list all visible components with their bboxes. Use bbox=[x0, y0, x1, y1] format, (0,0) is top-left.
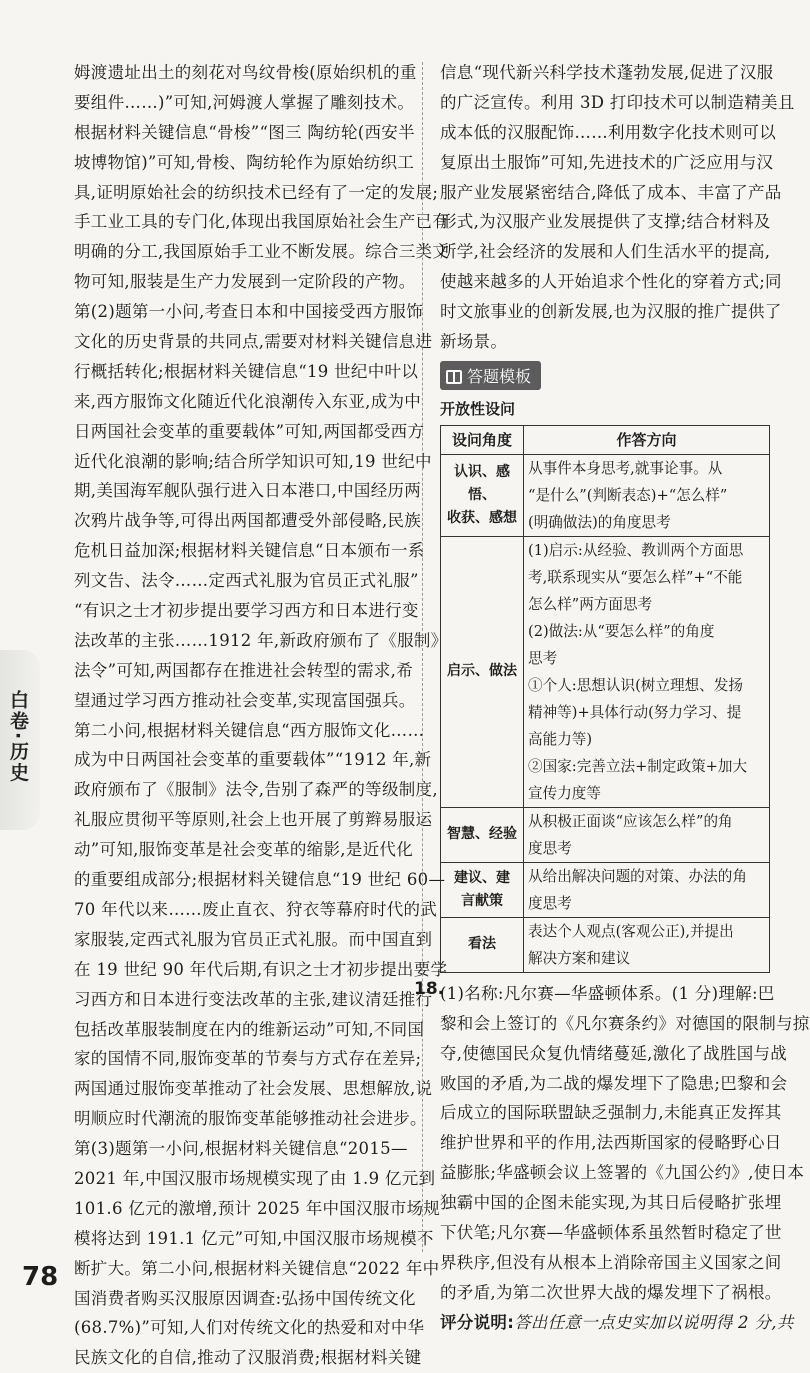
direction-text: 表达个人观点(客观公正),并提出 bbox=[528, 922, 734, 940]
text-line: 家服装,定西式礼服为官员正式礼服。而中国直到 bbox=[74, 929, 433, 949]
text-line: 第二小问,根据材料关键信息“西方服饰文化…… bbox=[74, 720, 425, 740]
template-subheading: 开放性设问 bbox=[440, 399, 516, 418]
text-line: 复原出土服饰”可知,先进技术的广泛应用与汉 bbox=[440, 152, 774, 172]
text-line: 国消费者购买汉服原因调查:弘扬中国传统文化 bbox=[74, 1288, 416, 1308]
angle-text: 收获、感想 bbox=[447, 509, 517, 526]
text-line: 行概括转化;根据材料关键信息“19 世纪中叶以 bbox=[74, 361, 419, 381]
row-angle bbox=[441, 807, 524, 862]
row-angle bbox=[441, 862, 524, 917]
answer-line: 的矛盾,为第二次世界大战的爆发埋下了祸根。 bbox=[440, 1282, 782, 1302]
text-line: 姆渡遗址出土的刻花对鸟纹骨梭(原始织机的重 bbox=[74, 63, 417, 82]
text-line: 2021 年,中国汉服市场规模实现了由 1.9 亿元到 bbox=[74, 1168, 436, 1188]
answer-line: 后成立的国际联盟缺乏强制力,未能真正发挥其 bbox=[440, 1103, 782, 1123]
page-number: 78 bbox=[22, 1262, 59, 1292]
text-line: 近代化浪潮的影响;结合所学知识可知,19 世纪中 bbox=[74, 451, 432, 471]
row-direction bbox=[524, 917, 770, 972]
text-line: 明顺应时代潮流的服饰变革能够推动社会进步。 bbox=[74, 1109, 427, 1129]
text-line: 民族文化的自信,推动了汉服消费;根据材料关键 bbox=[74, 1348, 422, 1368]
angle-text: 建议、建 bbox=[454, 869, 510, 886]
book-icon bbox=[446, 370, 462, 384]
answer-template-table bbox=[440, 425, 770, 973]
direction-text: (2)做法:从“要怎么样”的角度 bbox=[528, 622, 715, 640]
text-line: 新场景。 bbox=[440, 332, 508, 352]
angle-text: 认识、感悟、 bbox=[454, 463, 510, 503]
direction-text: 怎么样”两方面思考 bbox=[528, 595, 653, 613]
direction-text: “是什么”(判断表态)+“怎么样” bbox=[528, 486, 728, 504]
answer-line: 界秩序,但没有从根本上消除帝国主义国家之间 bbox=[440, 1252, 782, 1272]
text-line: 动”可知,服饰变革是社会变革的缩影,是近代化 bbox=[74, 840, 414, 860]
text-line: 列文告、法令……定西式礼服为官员正式礼服” bbox=[74, 571, 419, 591]
angle-text: 言献策 bbox=[461, 892, 503, 909]
direction-text: (1)启示:从经验、教训两个方面思 bbox=[528, 541, 744, 559]
angle-text: 智慧、经验 bbox=[447, 826, 517, 843]
scoring-note-text: 答出任意一点史实加以说明得 2 分,共 bbox=[514, 1312, 794, 1332]
text-line: 礼服应贯彻平等原则,社会上也开展了剪辫易服运 bbox=[74, 810, 433, 830]
table-row bbox=[441, 917, 770, 972]
answer-template-tag bbox=[440, 361, 541, 390]
direction-text: 高能力等) bbox=[528, 730, 593, 748]
text-line: 形式,为汉服产业发展提供了支撑;结合材料及 bbox=[440, 212, 771, 232]
text-line: 第(2)题第一小问,考查日本和中国接受西方服饰 bbox=[74, 302, 424, 322]
text-line: 模将达到 191.1 亿元”可知,中国汉服市场规模不 bbox=[74, 1228, 434, 1248]
direction-text: 宣传力度等 bbox=[528, 784, 601, 802]
direction-text: 从给出解决问题的对策、办法的角 bbox=[528, 867, 747, 885]
table-row bbox=[441, 807, 770, 862]
row-direction bbox=[524, 862, 770, 917]
text-line: 来,西方服饰文化随近代化浪潮传入东亚,成为中 bbox=[74, 391, 422, 411]
row-direction bbox=[524, 454, 770, 536]
text-line: 两国通过服饰变革推动了社会发展、思想解放,说 bbox=[74, 1079, 433, 1099]
table-row bbox=[441, 862, 770, 917]
text-line: 成本低的汉服配饰……利用数字化技术则可以 bbox=[440, 122, 776, 142]
header-angle: 设问角度 bbox=[441, 425, 524, 454]
row-angle bbox=[441, 917, 524, 972]
question-number: 18. bbox=[414, 978, 445, 999]
scoring-note bbox=[440, 1308, 794, 1338]
text-line: 望通过学习西方推动社会变革,实现富国强兵。 bbox=[74, 690, 416, 710]
text-line: 法改革的主张……1912 年,新政府颁布了《服制》 bbox=[74, 630, 448, 650]
text-line: 物可知,服装是生产力发展到一定阶段的产物。 bbox=[74, 272, 416, 292]
text-line: 期,美国海军舰队强行进入日本港口,中国经历两 bbox=[74, 481, 422, 501]
text-line: 第(3)题第一小问,根据材料关键信息“2015— bbox=[74, 1139, 408, 1159]
text-line: 文化的历史背景的共同点,需要对材料关键信息进 bbox=[74, 332, 433, 352]
text-line: (68.7%)”可知,人们对传统文化的热爱和对中华 bbox=[74, 1318, 425, 1338]
row-direction bbox=[524, 807, 770, 862]
angle-text: 看法 bbox=[468, 936, 496, 953]
text-line: 危机日益加深;根据材料关键信息“日本颁布一系 bbox=[74, 541, 425, 561]
angle-text: 启示、做法 bbox=[447, 663, 517, 680]
table-header-row bbox=[441, 425, 770, 454]
text-line: “有识之士才初步提出要学习西方和日本进行变 bbox=[74, 601, 419, 621]
answer-template-label: 答题模板 bbox=[467, 366, 532, 386]
text-line: 次鸦片战争等,可得出两国都遭受外部侵略,民族 bbox=[74, 511, 422, 531]
answer-line: 败国的矛盾,为二战的爆发埋下了隐患;巴黎和会 bbox=[440, 1073, 788, 1093]
text-line: 的重要组成部分;根据材料关键信息“19 世纪 60— bbox=[74, 870, 446, 890]
text-line: 家的国情不同,服饰变革的节奏与方式存在差异; bbox=[74, 1049, 422, 1069]
direction-text: 从事件本身思考,就事论事。从 bbox=[528, 459, 723, 477]
answer-line: 维护世界和平的作用,法西斯国家的侵略野心日 bbox=[440, 1133, 782, 1153]
row-angle bbox=[441, 536, 524, 807]
answer-line: (1)名称:凡尔赛—华盛顿体系。(1 分)理解:巴 bbox=[440, 983, 775, 1003]
text-line: 政府颁布了《服制》法令,告别了森严的等级制度, bbox=[74, 780, 438, 800]
row-direction bbox=[524, 536, 770, 807]
side-label: 白卷·历史 bbox=[7, 690, 29, 784]
direction-text: 考,联系现实从“要怎么样”+“不能 bbox=[528, 568, 743, 586]
text-line: 手工业工具的专门化,体现出我国原始社会生产已有 bbox=[74, 212, 450, 232]
direction-text: 解决方案和建议 bbox=[528, 949, 631, 967]
text-line: 具,证明原始社会的纺织技术已经有了一定的发展; bbox=[74, 182, 439, 202]
text-line: 101.6 亿元的激增,预计 2025 年中国汉服市场规 bbox=[74, 1198, 441, 1218]
direction-text: (明确做法)的角度思考 bbox=[528, 513, 671, 531]
text-line: 信息“现代新兴科学技术蓬勃发展,促进了汉服 bbox=[440, 63, 774, 82]
direction-text: 从积极正面谈“应该怎么样”的角 bbox=[528, 812, 733, 830]
answer-line: 益膨胀;华盛顿会议上签署的《九国公约》,使日本 bbox=[440, 1163, 805, 1183]
text-line: 所学,社会经济的发展和人们生活水平的提高, bbox=[440, 242, 771, 262]
text-line: 在 19 世纪 90 年代后期,有识之士才初步提出要学 bbox=[74, 959, 448, 979]
header-direction: 作答方向 bbox=[524, 425, 770, 454]
text-line: 服产业发展紧密结合,降低了成本、丰富了产品 bbox=[440, 182, 782, 202]
text-line: 的广泛宣传。利用 3D 打印技术可以制造精美且 bbox=[440, 92, 795, 112]
answer-line: 下伏笔;凡尔赛—华盛顿体系虽然暂时稳定了世 bbox=[440, 1223, 782, 1243]
text-line: 明确的分工,我国原始手工业不断发展。综合三类文 bbox=[74, 242, 450, 262]
column-divider bbox=[422, 62, 423, 1252]
text-line: 使越来越多的人开始追求个性化的穿着方式;同 bbox=[440, 272, 782, 292]
table-row bbox=[441, 536, 770, 807]
question-18 bbox=[414, 978, 810, 1338]
right-column bbox=[414, 58, 810, 1338]
right-paragraph bbox=[440, 58, 795, 357]
direction-text: 思考 bbox=[528, 649, 558, 667]
text-line: 时文旅事业的创新发展,也为汉服的推广提供了 bbox=[440, 302, 782, 322]
text-line: 断扩大。第二小问,根据材料关键信息“2022 年中 bbox=[74, 1258, 440, 1278]
question-18-answer bbox=[440, 979, 810, 1308]
text-line: 要组件……)”可知,河姆渡人掌握了雕刻技术。 bbox=[74, 92, 415, 112]
direction-text: ②国家:完善立法+制定政策+加大 bbox=[528, 757, 748, 775]
scoring-note-label: 评分说明: bbox=[440, 1312, 515, 1332]
text-line: 坡博物馆)”可知,骨梭、陶纺轮作为原始纺织工 bbox=[74, 152, 415, 172]
answer-line: 黎和会上签订的《凡尔赛条约》对德国的限制与掠 bbox=[440, 1013, 810, 1033]
direction-text: 度思考 bbox=[528, 839, 572, 857]
text-line: 包括改革服装制度在内的维新运动”可知,不同国 bbox=[74, 1019, 425, 1039]
text-line: 成为中日两国社会变革的重要载体”“1912 年,新 bbox=[74, 750, 432, 770]
text-line: 法令”可知,两国都存在推进社会转型的需求,希 bbox=[74, 660, 414, 680]
text-line: 习西方和日本进行变法改革的主张,建议清廷推行 bbox=[74, 989, 433, 1009]
text-line: 70 年代以来……废止直衣、狩衣等幕府时代的武 bbox=[74, 899, 438, 919]
table-row bbox=[441, 454, 770, 536]
text-line: 日两国社会变革的重要载体”可知,两国都受西方 bbox=[74, 421, 425, 441]
row-angle bbox=[441, 454, 524, 536]
direction-text: 度思考 bbox=[528, 894, 572, 912]
direction-text: 精神等)+具体行动(努力学习、提 bbox=[528, 703, 742, 721]
answer-line: 独霸中国的企图未能实现,为其日后侵略扩张埋 bbox=[440, 1193, 782, 1213]
direction-text: ①个人:思想认识(树立理想、发扬 bbox=[528, 676, 743, 694]
text-line: 根据材料关键信息“骨梭”“图三 陶纺轮(西安半 bbox=[74, 122, 415, 142]
answer-line: 夺,使德国民众复仇情绪蔓延,激化了战胜国与战 bbox=[440, 1043, 788, 1063]
